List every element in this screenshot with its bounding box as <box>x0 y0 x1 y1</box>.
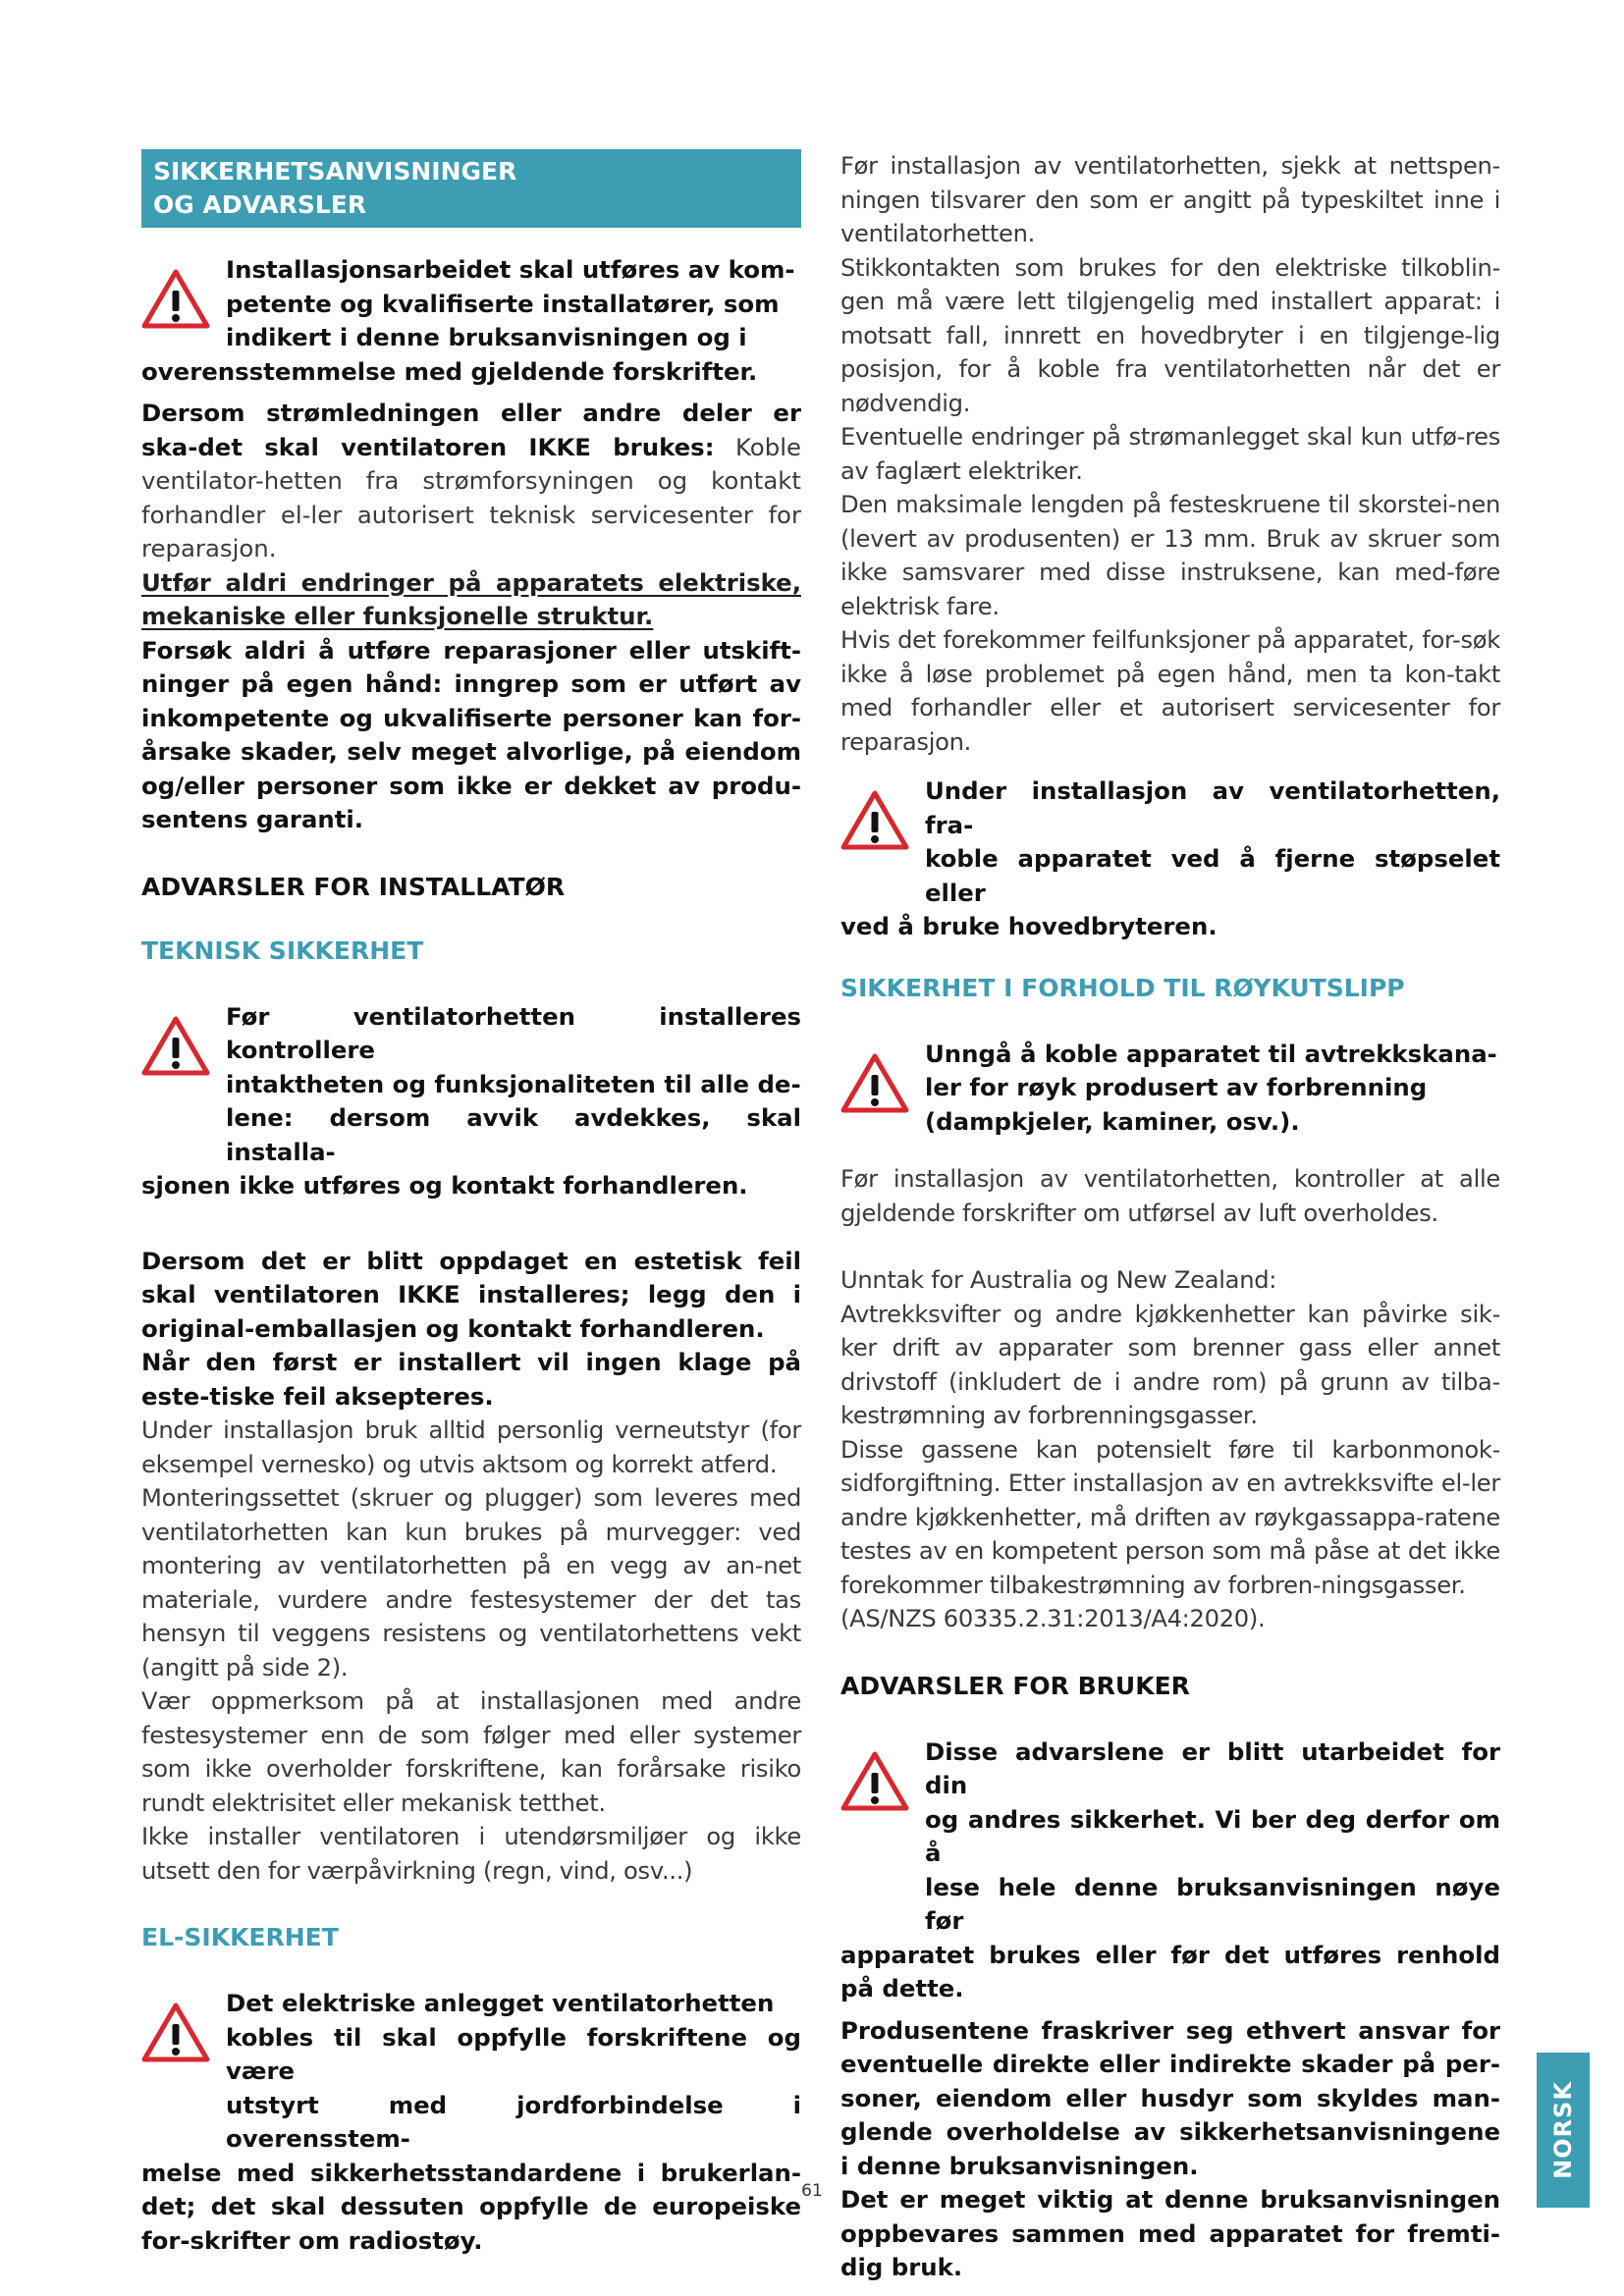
warning-block-electrical <box>141 1987 801 2258</box>
warning-text-line: koble apparatet ved å fjerne støpselet eller <box>925 844 1500 907</box>
language-tab <box>1537 2053 1590 2208</box>
page-number: 61 <box>801 2181 823 2201</box>
warning-text-line: Det elektriske anlegget ventilatorhetten <box>226 1989 775 2017</box>
paragraph-damaged-cord <box>141 397 801 566</box>
paragraph-liability: Produsentene fraskriver seg ethvert ansvar for eventuelle direkte eller indirekte skader på per-soner, eiendom eller husdyr som skyldes man-glende overholdelse av sikkerhetsanvisningene i denne bruksanvisningen. <box>840 2015 1500 2180</box>
paragraph-no-repairs: Forsøk aldri å utføre reparasjoner eller utskift-ninger på egen hånd: inngrep som er utført av inkompetente og ukvalifiserte personer kan for-årsake skader, selv meget alvorlige, på eiendom og/eller personer som ikke er dekket av produ-sentens garanti. <box>141 635 801 833</box>
warning-text-line: ved å bruke hovedbryteren. <box>840 912 1218 940</box>
paragraph-no-modifications: Utfør aldri endringer på apparatets elektriske, mekaniske eller funksjonelle struktur. <box>141 567 801 630</box>
paragraph-no-complaints: Når den først er installert vil ingen klage på este-tiske feil aksepteres. <box>141 1348 801 1411</box>
heading-user-warnings: ADVARSLER FOR BRUKER <box>840 1671 1190 1700</box>
paragraph-electrician: Eventuelle endringer på strømanlegget skal kun utfø-res av faglært elektriker. <box>840 423 1500 485</box>
warning-text-line: Under installasjon av ventilatorhetten, fra- <box>925 776 1500 839</box>
warning-block-integrity <box>141 1000 801 1203</box>
heading-electrical-safety: EL-SIKKERHET <box>141 1923 339 1951</box>
warning-text-line: lese hele denne bruksanvisningen nøye før <box>925 1872 1500 1935</box>
paragraph-air-exhaust: Før installasjon av ventilatorhetten, kontroller at alle gjeldende forskrifter om utførsel av luft overholdes. <box>840 1165 1500 1227</box>
section-title <box>141 149 801 228</box>
paragraph-screw-length: Den maksimale lengden på festeskruene til skorstei-nen (levert av produsenten) er 13 mm. Bruk av skruer som ikke samsvarer med disse instruksene, kan med-føre elektrisk fare. <box>840 491 1500 620</box>
paragraph-other-fixings: Vær oppmerksom på at installasjonen med andre festesystemer enn de som følger med eller systemer som ikke overholder forskriftene, kan forårsake risiko rundt elektrisitet eller mekanisk tetthet. <box>141 1687 801 1817</box>
heading-technical-safety: TEKNISK SIKKERHET <box>141 935 424 965</box>
warning-text-line: ler for røyk produsert av forbrenning <box>925 1073 1428 1101</box>
warning-block-user <box>840 1735 1500 2006</box>
heading-installer-warnings: ADVARSLER FOR INSTALLATØR <box>141 872 566 901</box>
section-title-line2: OG ADVARSLER <box>153 190 367 219</box>
paragraph-co-poisoning: Disse gassene kan potensielt føre til karbonmonok-sidforgiftning. Etter installasjon av en avtrekksvifte el-ler andre kjøkkenhetter, må driften av røykgassappa-ratene testes av en kompetent person som må påse at det ikke forekommer tilbakestrømning av forbren-ningsgasser. <box>840 1435 1500 1599</box>
warning-text-line: Unngå å koble apparatet til avtrekkskana- <box>925 1039 1497 1068</box>
warning-text-line: indikert i denne bruksanvisningen og i <box>226 323 747 351</box>
warning-text-line: lene: dersom avvik avdekkes, skal installa- <box>226 1103 801 1166</box>
warning-block-installation <box>141 253 801 389</box>
warning-block-flue <box>840 1038 1500 1140</box>
paragraph-backflow: Avtrekksvifter og andre kjøkkenhetter kan påvirke sik-ker drift av apparater som brenner gass eller annet drivstoff (inkludert de i andre rom) på grunn av tilba-kestrømning av forbrenningsgasser. <box>840 1300 1500 1429</box>
warning-text-line: petente og kvalifiserte installatører, som <box>226 289 780 318</box>
warning-text-line: sjonen ikke utføres og kontakt forhandleren. <box>141 1171 748 1200</box>
warning-triangle-icon <box>141 1016 210 1077</box>
warning-triangle-icon <box>840 790 909 851</box>
heading-smoke-safety: SIKKERHET I FORHOLD TIL RØYKUTSLIPP <box>840 973 1405 1002</box>
paragraph-standard-ref: (AS/NZS 60335.2.31:2013/A4:2020). <box>840 1605 1266 1632</box>
warning-text-line: Installasjonsarbeidet skal utføres av kom- <box>226 255 795 284</box>
warning-text-line: melse med sikkerhetsstandardene i brukerlan-det; det skal dessuten oppfylle de europeiske for-skrifter om radiostøy. <box>141 2158 801 2255</box>
warning-text-line: og andres sikkerhet. Vi ber deg derfor om å <box>925 1804 1500 1867</box>
left-column <box>141 149 801 2266</box>
paragraph-voltage: Før installasjon av ventilatorhetten, sjekk at nettspen-ningen tilsvarer den som er angitt på typeskiltet inne i ventilatorhetten. <box>840 152 1500 247</box>
right-column <box>840 149 1500 2285</box>
section-title-line1: SIKKERHETSANVISNINGER <box>153 157 517 186</box>
warning-block-disconnect <box>840 774 1500 944</box>
warning-text-line: Før ventilatorhetten installeres kontrollere <box>226 1001 801 1064</box>
warning-triangle-icon <box>141 269 210 330</box>
paragraph-aesthetic-defect: Dersom det er blitt oppdaget en estetisk feil skal ventilatoren IKKE installeres; legg den i original-emballasjen og kontakt forhandleren. <box>141 1246 801 1343</box>
warning-text-line: Disse advarslene er blitt utarbeidet for din <box>925 1736 1500 1799</box>
paragraph-bold-part: Dersom strømledningen eller andre deler er ska-det skal ventilatoren IKKE brukes: <box>141 399 801 461</box>
warning-text-line: utstyrt med jordforbindelse i overensstem- <box>226 2090 801 2153</box>
paragraph-malfunction: Hvis det forekommer feilfunksjoner på apparatet, for-søk ikke å løse problemet på egen hånd, men ta kon-takt med forhandler eller et autorisert servicesenter for reparasjon. <box>840 626 1500 756</box>
warning-triangle-icon <box>141 2002 210 2063</box>
warning-triangle-icon <box>840 1053 909 1114</box>
paragraph-outdoor: Ikke installer ventilatoren i utendørsmiljøer og ikke utsett den for værpåvirkning (regn, vind, osv...) <box>141 1823 801 1885</box>
paragraph-keep-manual: Det er meget viktig at denne bruksanvisningen oppbevares sammen med apparatet for fremti-dig bruk. <box>840 2185 1500 2281</box>
language-tab-label: NORSK <box>1549 2081 1578 2179</box>
warning-text-line: intaktheten og funksjonaliteten til alle de- <box>226 1069 801 1098</box>
paragraph-mounting-kit: Monteringssettet (skruer og plugger) som leveres med ventilatorhetten kan kun brukes på murvegger: ved montering av ventilatorhetten på en vegg av an-net materiale, vurdere andre festesystemer der det tas hensyn til veggens resistens og ventilatorhettens vekt (angitt på side 2). <box>141 1484 801 1682</box>
warning-triangle-icon <box>840 1751 909 1812</box>
warning-text-line: apparatet brukes eller før det utføres renhold på dette. <box>840 1940 1500 2002</box>
paragraph-australia-exception: Unntak for Australia og New Zealand: <box>840 1266 1277 1294</box>
paragraph-socket: Stikkontakten som brukes for den elektriske tilkoblin-gen må være lett tilgjengelig med installert apparat: i motsatt fall, innrett en hovedbryter i en tilgjenge-lig posisjon, for å koble fra ventilatorhetten når det er nødvendig. <box>840 253 1500 417</box>
paragraph-normal-part: Koble ventilator-hetten fra strømforsyningen og kontakt forhandler el-ler autorisert teknisk servicesenter for reparasjon. <box>141 432 801 562</box>
warning-text-line: overensstemmelse med gjeldende forskrifter. <box>141 356 758 386</box>
warning-text-line: kobles til skal oppfylle forskriftene og være <box>226 2022 801 2085</box>
warning-text-line: (dampkjeler, kaminer, osv.). <box>925 1106 1300 1136</box>
paragraph-protective-equipment: Under installasjon bruk alltid personlig verneutstyr (for eksempel vernesko) og utvis aktsom og korrekt atferd. <box>141 1416 801 1478</box>
